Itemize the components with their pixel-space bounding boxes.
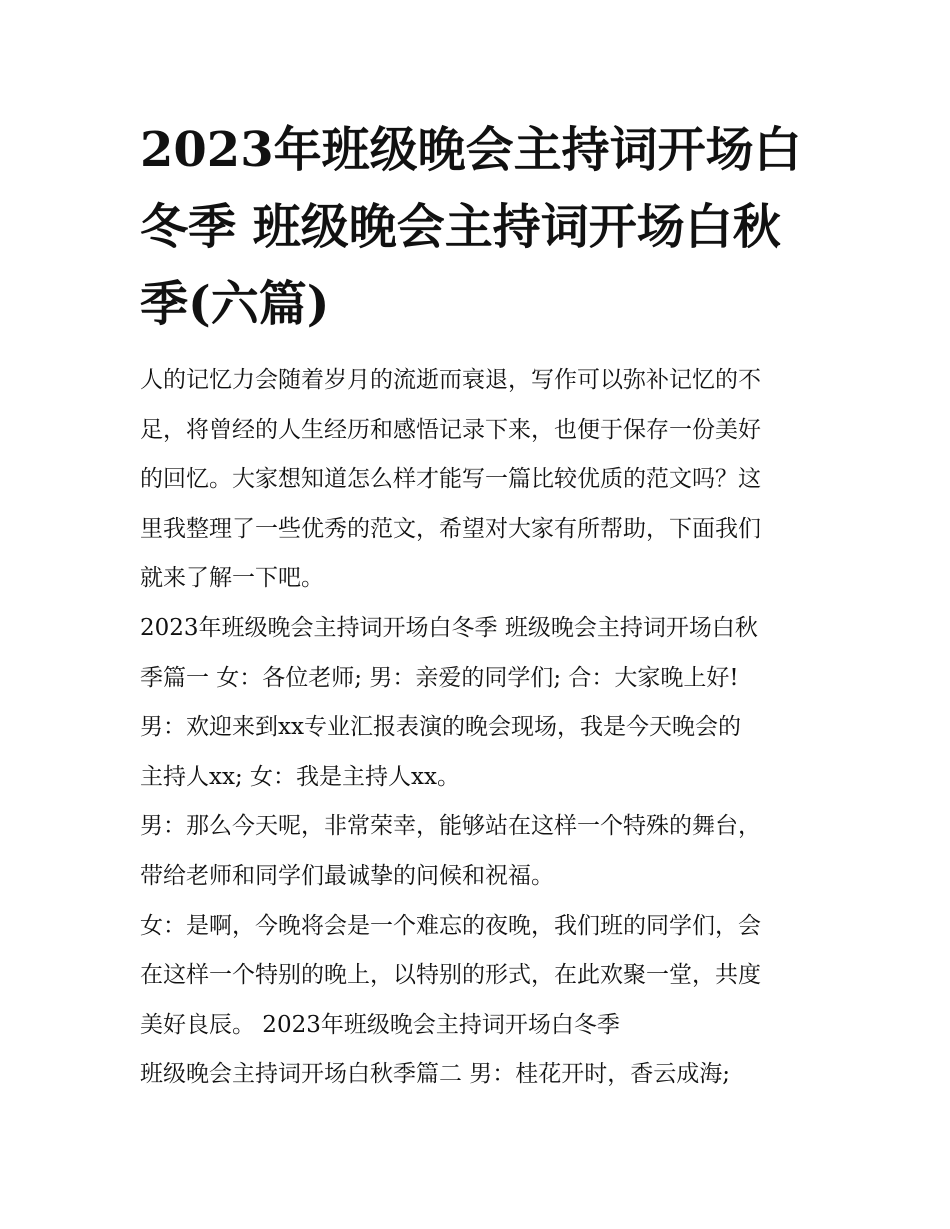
- body-line: 班级晚会主持词开场白秋季篇二 男：桂花开时，香云成海;: [140, 1061, 731, 1088]
- body-line: 2023年班级晚会主持词开场白冬季 班级晚会主持词开场白秋: [140, 614, 758, 641]
- document-body: [140, 356, 830, 1100]
- title-line: 季(六篇): [140, 276, 330, 332]
- body-line: 在这样一个特别的晚上，以特别的形式，在此欢聚一堂，共度: [140, 962, 761, 989]
- body-line: 带给老师和同学们最诚挚的问候和祝福。: [140, 862, 554, 889]
- body-line: 足，将曾经的人生经历和感悟记录下来，也便于保存一份美好: [140, 416, 761, 443]
- body-line: 女：是啊，今晚将会是一个难忘的夜晚，我们班的同学们，会: [140, 912, 761, 939]
- title-line: 冬季 班级晚会主持词开场白秋: [140, 199, 781, 255]
- document-title: [140, 112, 820, 343]
- body-line: 人的记忆力会随着岁月的流逝而衰退，写作可以弥补记忆的不: [140, 367, 761, 393]
- body-line: 男：那么今天呢，非常荣幸，能够站在这样一个特殊的舞台，: [140, 813, 761, 840]
- body-line: 男：欢迎来到xx专业汇报表演的晚会现场，我是今天晚会的: [140, 714, 741, 741]
- title-line: 2023年班级晚会主持词开场白: [140, 122, 802, 178]
- body-line: 主持人xx; 女：我是主持人xx。: [140, 763, 460, 790]
- body-line: 就来了解一下吧。: [140, 565, 324, 592]
- body-line: 里我整理了一些优秀的范文，希望对大家有所帮助，下面我们: [140, 515, 761, 542]
- body-line: 季篇一 女：各位老师; 男：亲爱的同学们; 合：大家晚上好!: [140, 664, 739, 691]
- body-line: 的回忆。大家想知道怎么样才能写一篇比较优质的范文吗？这: [140, 466, 761, 493]
- body-line: 美好良辰。 2023年班级晚会主持词开场白冬季: [140, 1011, 620, 1038]
